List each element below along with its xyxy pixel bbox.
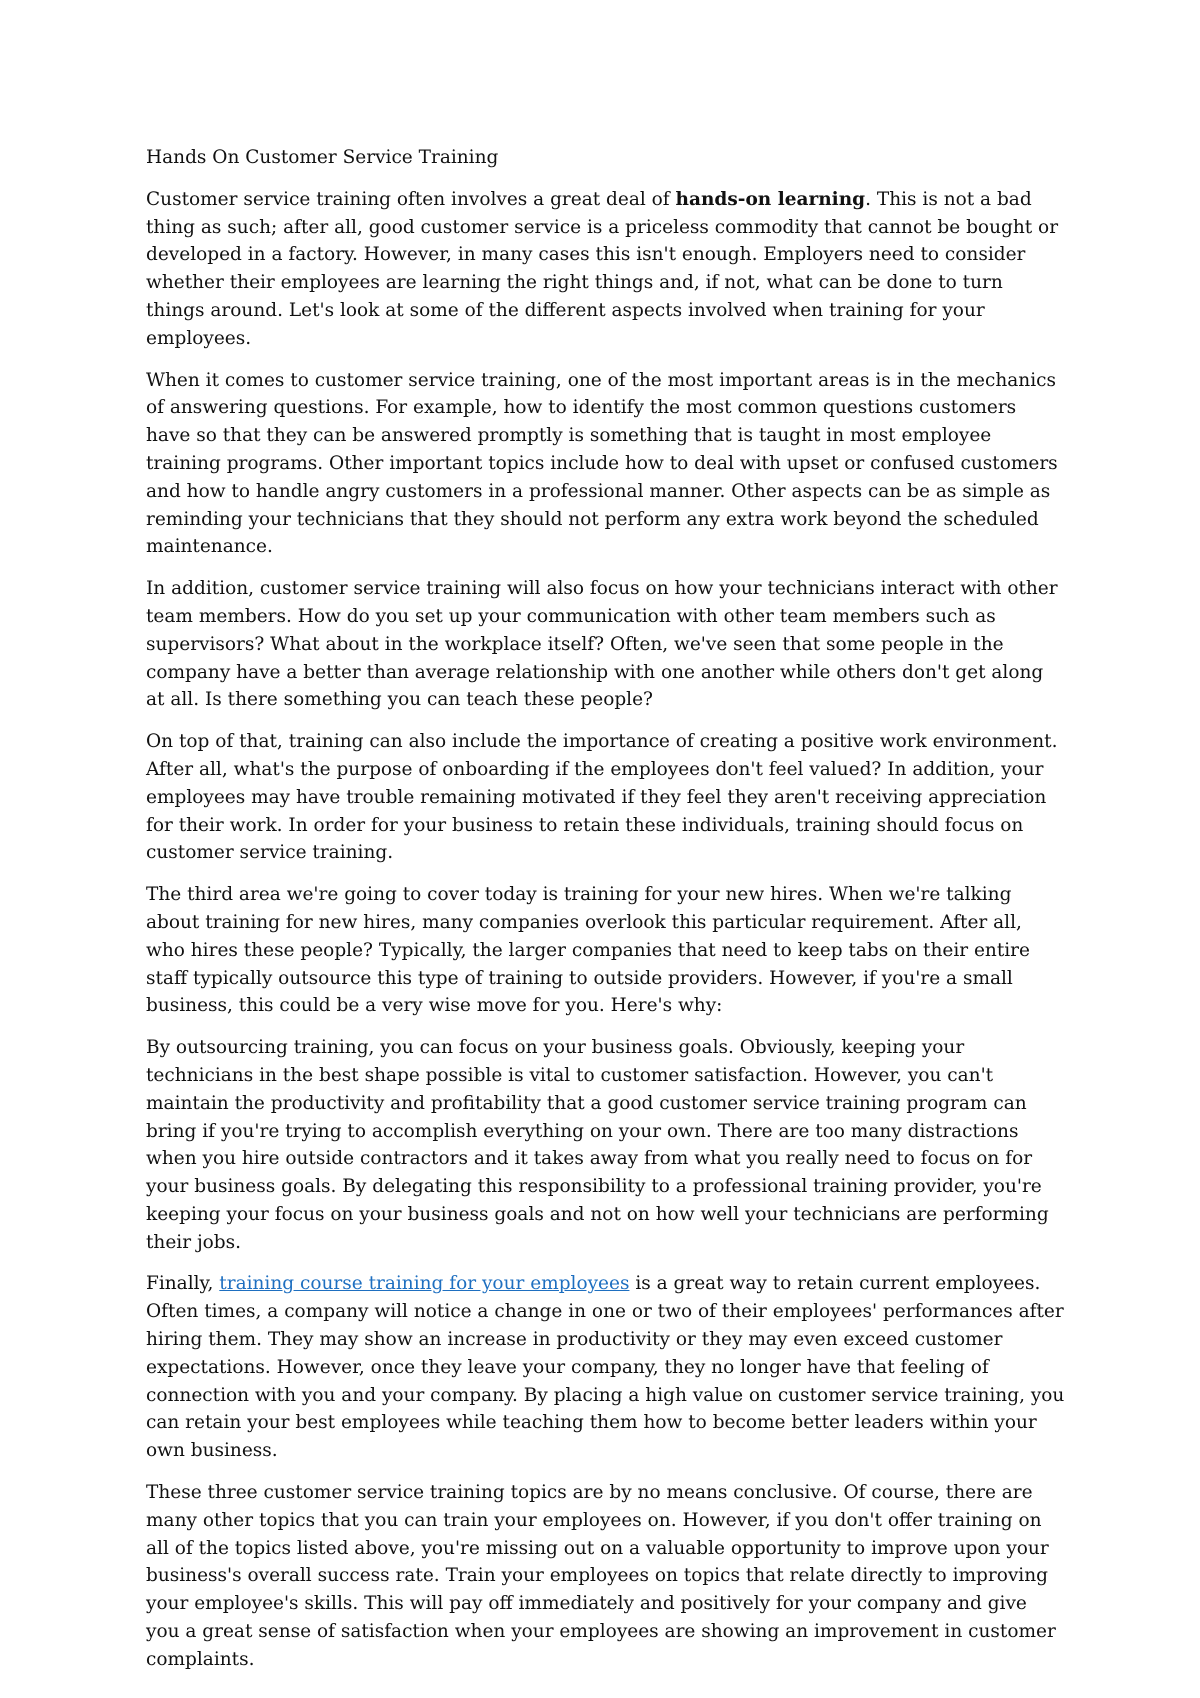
training-course-link[interactable]: training course training for your employees	[219, 1273, 630, 1295]
paragraph-new-hires: The third area we're going to cover today is training for your new hires. When we're talking about training for new hires, many companies overlook this particular requirement. After all, who hires these people? Typically, the larger companies that need to keep tabs on their entire staff typically outsource this type of training to outside providers. However, if you're a small business, this could be a very wise move for you. Here's why:	[146, 884, 1030, 1017]
paragraph-work-environment: On top of that, training can also include the importance of creating a positive work environment. After all, what's the purpose of onboarding if the employees don't feel valued? In addition, your employees may have trouble remaining motivated if they feel they aren't receiving appreciation for their work. In order for your business to retain these individuals, training should focus on customer service training.	[146, 731, 1058, 864]
paragraph-intro-text-start: Customer service training often involves a great deal of	[146, 188, 676, 210]
document-body	[146, 144, 1066, 1688]
paragraph-intro	[146, 186, 1066, 353]
document-title: Hands On Customer Service Training	[146, 147, 499, 168]
paragraph-retention-text-end: is a great way to retain current employees. Often times, a company will notice a change in one or two of their employees' performances after hiring them. They may show an increase in productivity or they may even exceed customer expectations. However, once they leave your company, they no longer have that feeling of connection with you and your company. By placing a high value on customer service training, you can retain your best employees while teaching them how to become better leaders within your own business.	[146, 1273, 1065, 1462]
paragraph-team-interaction: In addition, customer service training will also focus on how your technicians interact with other team members. How do you set up your communication with other team members such as supervisors? What about in the workplace itself? Often, we've seen that some people in the company have a better than average relationship with one another while others don't get along at all. Is there something you can teach these people?	[146, 578, 1058, 711]
paragraph-retention-text-start: Finally,	[146, 1273, 220, 1295]
paragraph-answering-questions: When it comes to customer service training, one of the most important areas is in the mechanics of answering questions. For example, how to identify the most common questions customers have so that they can be answered promptly is something that is taught in most employee training programs. Other important topics include how to deal with upset or confused customers and how to handle angry customers in a professional manner. Other aspects can be as simple as reminding your technicians that they should not perform any extra work beyond the scheduled maintenance.	[146, 369, 1058, 558]
paragraph-retention	[146, 1270, 1066, 1465]
bold-phrase-hands-on-learning: hands-on learning	[675, 188, 866, 210]
paragraph-conclusion: These three customer service training topics are by no means conclusive. Of course, there are many other topics that you can train your employees on. However, if you don't offer training on all of the topics listed above, you're missing out on a valuable opportunity to improve upon your business's overall success rate. Train your employees on topics that relate directly to improving your employee's skills. This will pay off immediately and positively for your company and give you a great sense of satisfaction when your employees are showing an improvement in customer complaints.	[146, 1482, 1056, 1670]
paragraph-intro-text-end: . This is not a bad thing as such; after all, good customer service is a priceless commodity that cannot be bought or developed in a factory. However, in many cases this isn't enough. Employers need to consider whether their employees are learning the right things and, if not, what can be done to turn things around. Let's look at some of the different aspects involved when training for your employees.	[146, 188, 1059, 349]
paragraph-outsourcing: By outsourcing training, you can focus on your business goals. Obviously, keeping your technicians in the best shape possible is vital to customer satisfaction. However, you can't maintain the productivity and profitability that a good customer service training program can bring if you're trying to accomplish everything on your own. There are too many distractions when you hire outside contractors and it takes away from what you really need to focus on for your business goals. By delegating this responsibility to a professional training provider, you're keeping your focus on your business goals and not on how well your technicians are performing their jobs.	[146, 1037, 1049, 1253]
